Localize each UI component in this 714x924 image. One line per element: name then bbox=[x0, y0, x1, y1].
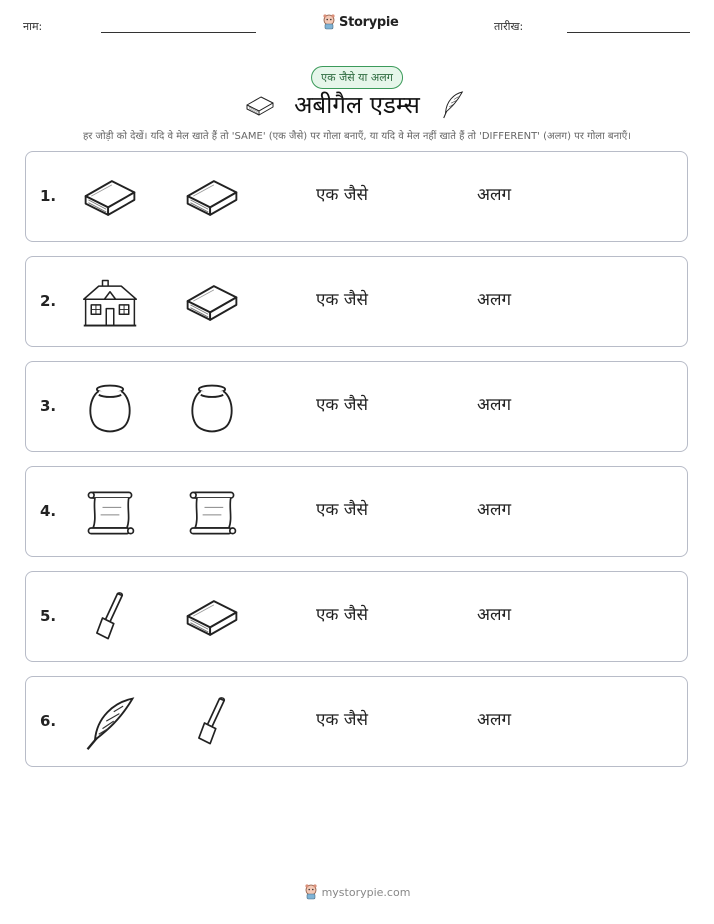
question-number: 6. bbox=[40, 712, 57, 730]
scroll-icon bbox=[182, 485, 242, 541]
book-icon bbox=[182, 170, 242, 226]
storypie-mascot-icon bbox=[322, 14, 336, 30]
pot-icon bbox=[80, 380, 140, 436]
different-option[interactable]: अलग bbox=[477, 710, 512, 730]
storypie-mascot-icon bbox=[304, 884, 318, 900]
same-option[interactable]: एक जैसे bbox=[316, 290, 368, 310]
pot-icon bbox=[182, 380, 242, 436]
different-option[interactable]: अलग bbox=[477, 605, 512, 625]
question-row bbox=[25, 151, 688, 242]
question-row bbox=[25, 676, 688, 767]
name-label: नाम: bbox=[23, 20, 43, 33]
book-icon bbox=[182, 590, 242, 646]
same-option[interactable]: एक जैसे bbox=[316, 395, 368, 415]
quill-icon bbox=[440, 88, 466, 126]
quill-icon bbox=[80, 695, 140, 751]
worksheet-header bbox=[0, 12, 714, 42]
question-row bbox=[25, 256, 688, 347]
shovel-icon bbox=[80, 590, 140, 646]
scroll-icon bbox=[80, 485, 140, 541]
question-number: 1. bbox=[40, 187, 57, 205]
different-option[interactable]: अलग bbox=[477, 500, 512, 520]
worksheet-title: अबीगैल एडम्स bbox=[294, 91, 420, 119]
title-row bbox=[0, 88, 714, 128]
question-number: 5. bbox=[40, 607, 57, 625]
footer-url[interactable]: mystorypie.com bbox=[321, 885, 411, 899]
same-option[interactable]: एक जैसे bbox=[316, 500, 368, 520]
name-line[interactable] bbox=[101, 32, 256, 33]
question-number: 2. bbox=[40, 292, 57, 310]
different-option[interactable]: अलग bbox=[477, 185, 512, 205]
book-icon bbox=[182, 275, 242, 331]
brand-logo bbox=[322, 14, 399, 30]
question-row bbox=[25, 466, 688, 557]
different-option[interactable]: अलग bbox=[477, 395, 512, 415]
shovel-icon bbox=[182, 695, 242, 751]
topic-badge: एक जैसे या अलग bbox=[311, 66, 403, 89]
date-line[interactable] bbox=[567, 32, 690, 33]
same-option[interactable]: एक जैसे bbox=[316, 605, 368, 625]
brand-name: Storypie bbox=[339, 14, 399, 30]
question-number: 3. bbox=[40, 397, 57, 415]
house-icon bbox=[80, 275, 140, 331]
date-label: तारीख: bbox=[494, 20, 524, 33]
question-number: 4. bbox=[40, 502, 57, 520]
question-row bbox=[25, 361, 688, 452]
same-option[interactable]: एक जैसे bbox=[316, 710, 368, 730]
footer bbox=[0, 884, 714, 900]
instructions: हर जोड़ी को देखें। यदि वे मेल खाते हैं तो 'SAME' (एक जैसे) पर गोला बनाएँ, या यदि वे मेल नहीं खाते हैं तो 'DIFFERENT' (अलग) पर गोला बनाएँ। bbox=[82, 131, 632, 142]
book-icon bbox=[80, 170, 140, 226]
book-icon bbox=[244, 90, 276, 124]
different-option[interactable]: अलग bbox=[477, 290, 512, 310]
question-row bbox=[25, 571, 688, 662]
same-option[interactable]: एक जैसे bbox=[316, 185, 368, 205]
